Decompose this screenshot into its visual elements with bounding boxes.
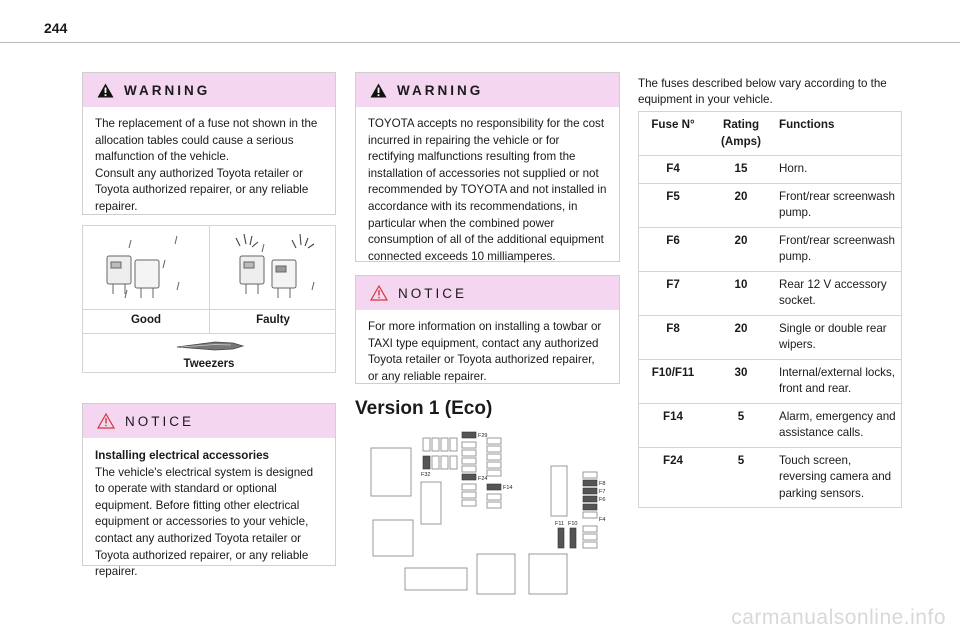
fuse-function: Rear 12 V accessory socket. <box>775 271 902 315</box>
warning-title: WARNING <box>397 82 484 98</box>
table-header-row <box>639 112 902 156</box>
page-number: 244 <box>44 20 68 36</box>
notice-box-middle <box>355 275 620 384</box>
caution-triangle-icon <box>370 285 388 301</box>
warning-box-middle <box>355 72 620 262</box>
fuse-number: F6 <box>639 227 708 271</box>
notice-title: NOTICE <box>398 285 468 301</box>
version-title: Version 1 (Eco) <box>355 398 493 419</box>
fuse-number: F24 <box>639 447 708 508</box>
fuse-rating: 10 <box>707 271 775 315</box>
faulty-label: Faulty <box>256 314 290 326</box>
fuse-function: Front/rear screenwash pump. <box>775 227 902 271</box>
header-divider <box>0 42 960 43</box>
notice-heading: Installing electrical accessories <box>95 449 270 462</box>
label-f6: F6 <box>599 497 606 503</box>
fuse-number: F10/F11 <box>639 359 708 403</box>
notice-box-left <box>82 403 336 579</box>
fuse-function: Internal/external locks, front and rear. <box>775 359 902 403</box>
table-row <box>639 156 902 184</box>
table-row <box>639 447 902 508</box>
fuse-number: F7 <box>639 271 708 315</box>
fuse-rating: 20 <box>707 227 775 271</box>
faulty-fuse-icon <box>210 226 336 309</box>
figure-divider <box>83 309 335 310</box>
label-f8: F8 <box>599 481 606 487</box>
fuse-condition-figure <box>82 225 336 373</box>
label-f32: F32 <box>421 472 431 478</box>
fuse-number: F8 <box>639 315 708 359</box>
notice-header <box>356 276 619 310</box>
fuse-rating: 5 <box>707 447 775 508</box>
fuse-rating: 20 <box>707 315 775 359</box>
watermark[interactable]: carmanualsonline.info <box>731 606 946 629</box>
warning-text-2: Consult any authorized Toyota retailer or Toyota authorized repairer, or any reliable repairer. <box>95 166 309 213</box>
fuse-number: F4 <box>639 156 708 184</box>
table-row <box>639 403 902 447</box>
label-f7: F7 <box>599 489 606 495</box>
warning-triangle-icon <box>370 83 387 98</box>
label-f24: F24 <box>478 476 488 482</box>
label-f10: F10 <box>568 521 578 527</box>
fuse-rating: 5 <box>707 403 775 447</box>
label-f4: F4 <box>599 517 606 523</box>
fuse-function: Single or double rear wipers. <box>775 315 902 359</box>
column-header: Rating (Amps) <box>707 112 775 156</box>
warning-header <box>83 73 335 107</box>
fuse-rating: 15 <box>707 156 775 184</box>
notice-title: NOTICE <box>125 413 195 429</box>
table-row <box>639 183 902 227</box>
warning-text-1: The replacement of a fuse not shown in the allocation tables could cause a serious malfunction of the vehicle. <box>95 117 318 164</box>
warning-header <box>356 73 619 107</box>
notice-text: The vehicle's electrical system is designed to operate with standard or optional equipment. Before fitting other electrical equipment or accessories to your vehicle, contact any authorized Toyota retailer or Toyota authorized repairer, or any reliable repairer. <box>95 465 314 579</box>
notice-header <box>83 404 335 438</box>
fuse-table <box>638 111 902 508</box>
table-row <box>639 315 902 359</box>
faulty-fuse-illustration <box>210 226 336 309</box>
figure-divider <box>82 372 336 373</box>
table-row <box>639 271 902 315</box>
label-f14: F14 <box>503 485 513 491</box>
fuse-function: Alarm, emergency and assistance calls. <box>775 403 902 447</box>
label-f11: F11 <box>555 521 565 527</box>
fuse-number: F14 <box>639 403 708 447</box>
fuse-intro-text: The fuses described below vary according to the equipment in your vehicle. <box>638 77 887 106</box>
label-f29: F29 <box>478 433 488 439</box>
fuse-rating: 30 <box>707 359 775 403</box>
warning-triangle-icon <box>97 83 114 98</box>
caution-triangle-icon <box>97 413 115 429</box>
tweezers-icon <box>175 339 245 353</box>
fuse-number: F5 <box>639 183 708 227</box>
warning-title: WARNING <box>124 82 211 98</box>
fuse-function: Horn. <box>775 156 902 184</box>
warning-box-left <box>82 72 336 215</box>
good-fuse-illustration <box>83 226 209 309</box>
good-fuse-icon <box>83 226 209 309</box>
warning-text: TOYOTA accepts no responsibility for the cost incurred in repairing the vehicle or for rectifying malfunctions resulting from the installation of accessories not supplied or not recommended by TOYOTA and not installed in accordance with its recommendations, in particular when the combined power consumption of all of the additional equipment connected exceeds 10 milliamperes. <box>368 117 607 263</box>
fuse-rating: 20 <box>707 183 775 227</box>
fuse-function: Touch screen, reversing camera and parking sensors. <box>775 447 902 508</box>
column-header: Fuse N° <box>639 112 708 156</box>
table-row <box>639 359 902 403</box>
figure-divider <box>83 333 335 334</box>
good-label: Good <box>130 314 162 326</box>
tweezers-label: Tweezers <box>183 358 235 370</box>
notice-text: For more information on installing a towbar or TAXI type equipment, contact any authorized Toyota retailer or Toyota authorized repairer, or any reliable repairer. <box>368 320 602 383</box>
column-header: Functions <box>775 112 902 156</box>
fuse-function: Front/rear screenwash pump. <box>775 183 902 227</box>
fuse-box-diagram <box>365 428 615 598</box>
table-row <box>639 227 902 271</box>
